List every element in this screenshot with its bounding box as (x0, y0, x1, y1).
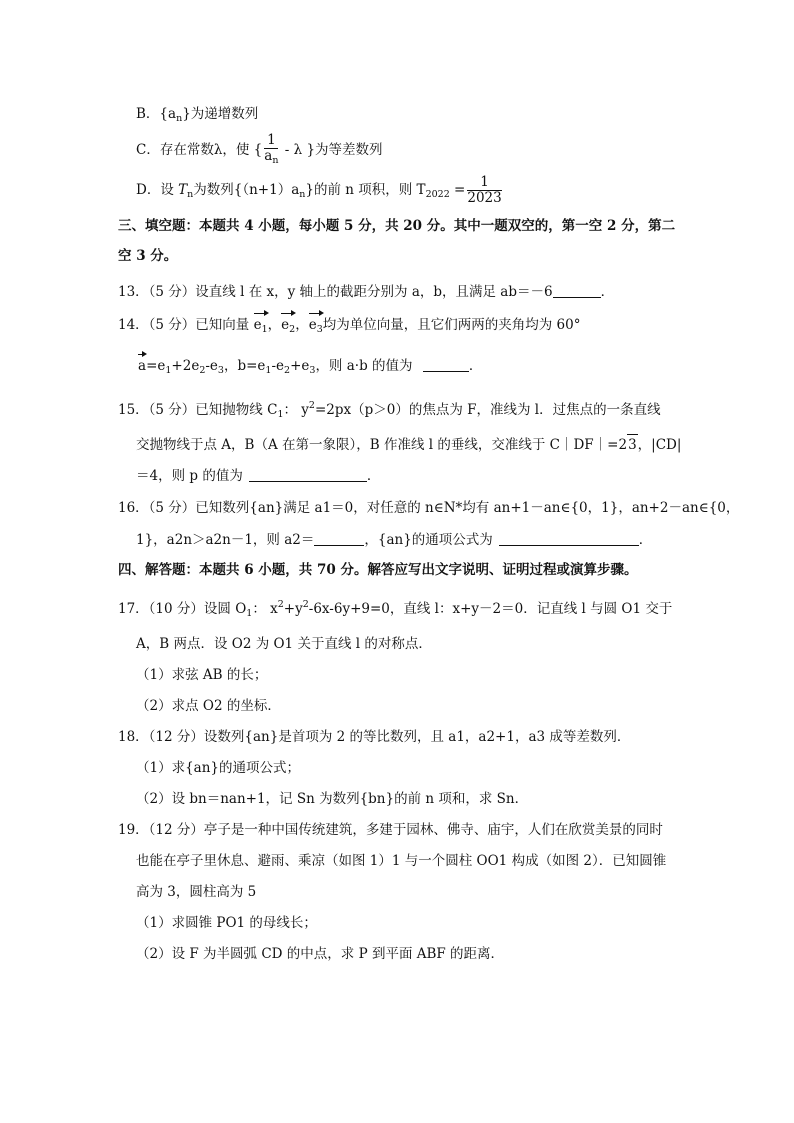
q13-answer-blank[interactable] (553, 283, 601, 298)
q14-line2-rest1: +2e (171, 358, 200, 374)
q16-answer-blank-a2[interactable] (314, 531, 364, 546)
option-d-label: D．设 (136, 182, 179, 198)
option-b (136, 104, 258, 129)
q14-vector-e2 (281, 315, 295, 340)
option-d-fraction (467, 175, 501, 206)
option-c-den (264, 149, 278, 168)
question-18-sub1: （1）求{an}的通项公式； (136, 760, 301, 776)
q14-line2-rest3: -e (271, 358, 285, 374)
q14-e1-sub: 1 (261, 324, 268, 335)
q14-part2: 均为单位向量，且它们两两的夹角均为 60° (322, 317, 581, 333)
q17-line1b: ： x (252, 601, 278, 617)
section3-heading-line1: 三、填空题：本题共 4 小题，每小题 5 分，共 20 分。其中一题双空的，第一空 2 分，第二 (118, 218, 676, 234)
q14-line2-sub3: 3 (217, 365, 224, 376)
question-19-sub1: （1）求圆锥 PO1 的母线长； (136, 915, 317, 931)
question-17-line1 (118, 595, 672, 624)
option-d-T2-sub: 2022 (425, 189, 450, 200)
option-c-den-a: a (264, 148, 273, 164)
q17-line1a: 17．（10 分）设圆 O (118, 601, 247, 617)
option-d-num: 1 (467, 175, 501, 191)
q15-sqrt-val: 3 (628, 437, 637, 453)
question-18-sub2: （2）设 bn＝nan+1，记 Sn 为数列{bn}的前 n 项和，求 Sn． (136, 791, 529, 807)
question-15-line2 (136, 434, 681, 455)
option-d-eq: = (449, 182, 466, 198)
q14-end: ． (468, 358, 483, 374)
question-15-line1 (118, 396, 661, 425)
option-c-num: 1 (264, 133, 278, 149)
q17-sup1: 2 (277, 599, 284, 610)
option-c-after: - λ }为等差数列 (280, 142, 383, 158)
q15-line1c: =2px（p＞0）的焦点为 F，准线为 l．过焦点的一条直线 (314, 402, 661, 418)
option-d-T: T (178, 182, 188, 198)
q14-vector-e1 (254, 315, 268, 340)
q17-line1-sub: 1 (246, 608, 253, 619)
q14-line2-sub6: 3 (309, 365, 316, 376)
option-d-T2: T (416, 182, 426, 198)
q16-end: ． (638, 532, 653, 548)
q17-sup2: 2 (302, 599, 309, 610)
option-d-mid: 为数列{（n+1）a (193, 182, 300, 198)
q14-line2-sub5: 2 (284, 365, 291, 376)
q15-line1-sub: 1 (277, 409, 284, 420)
q13-text: 13．（5 分）设直线 l 在 x，y 轴上的截距分别为 a，b，且满足 ab＝－6 (118, 284, 553, 300)
option-b-seq-end: } (182, 106, 191, 122)
question-17-sub2: （2）求点 O2 的坐标． (136, 698, 281, 714)
q14-answer-blank[interactable] (423, 357, 469, 372)
q14-e3: e (308, 317, 317, 333)
question-19-line1: 19．（12 分）亭子是一种中国传统建筑，多建于园林、佛寺、庙宇，人们在欣赏美景的同时 (118, 822, 663, 838)
q17-line1c: +y (283, 601, 303, 617)
q16-answer-blank-formula[interactable] (499, 531, 639, 546)
q15-answer-blank[interactable] (249, 467, 367, 482)
question-16-line2 (136, 530, 652, 550)
question-19-sub2: （2）设 F 为半圆弧 CD 的中点，求 P 到平面 ABF 的距离． (136, 946, 505, 962)
question-19-line2: 也能在亭子里休息、避雨、乘凉（如图 1）1 与一个圆柱 OO1 构成（如图 2）．已知圆锥 (136, 853, 667, 869)
q16-line2a: 1}，a2n＞a2n－1，则 a2＝ (136, 532, 315, 548)
option-c-label: C．存在常数λ，使 { (136, 142, 263, 158)
question-17-line2: A，B 两点．设 O2 为 O1 关于直线 l 的对称点． (136, 636, 432, 652)
q15-line2b: ，|CD| (637, 437, 682, 453)
option-b-text: 为递增数列 (190, 106, 259, 122)
question-17-sub1: （1）求弦 AB 的长； (136, 667, 268, 683)
question-14-line1 (118, 315, 580, 340)
q14-e1: e (253, 317, 262, 333)
q14-line2-sub4: 1 (265, 365, 272, 376)
q15-line1a: 15．（5 分）已知抛物线 C (118, 402, 278, 418)
q15-line2a: 交抛物线于点 A，B（A 在第一象限），B 作准线 l 的垂线，交准线于 C｜DF｜=2 (136, 437, 628, 453)
q14-sep1: ， (267, 317, 282, 333)
question-16-line1: 16．（5 分）已知数列{an}满足 a1＝0，对任意的 n∈N*均有 an+1－an∈{0，1}，an+2－an∈{0， (118, 500, 740, 516)
option-d-mid-sub: n (299, 189, 306, 200)
q14-line2-rest4: +e (290, 358, 310, 374)
option-c-fraction (264, 133, 278, 168)
option-d-mid2: }的前 n 项积，则 (305, 182, 417, 198)
option-d (136, 173, 504, 212)
question-13 (118, 282, 614, 302)
q15-sqrt (627, 434, 638, 455)
option-b-seq-sub: n (176, 113, 183, 124)
q14-line2-sub1: 1 (165, 365, 172, 376)
q14-line2-tail: ，则 a·b 的值为 (315, 358, 413, 374)
q15-line1-sup: 2 (308, 400, 315, 411)
q14-e2: e (281, 317, 290, 333)
q14-e3-sub: 3 (316, 324, 323, 335)
option-b-label: B． (136, 106, 160, 122)
q14-line2-rest2: -e (205, 358, 218, 374)
q14-vector-e3 (309, 315, 323, 340)
section3-heading-line2: 空 3 分。 (118, 248, 178, 264)
question-15-line3 (136, 466, 380, 486)
q15-line1b: ： y (283, 402, 309, 418)
q14-line2-b: ，b=e (223, 358, 266, 374)
option-c-den-sub: n (272, 155, 279, 166)
option-b-seq: {a (159, 106, 177, 122)
q16-line2b: ，{an}的通项公式为 (364, 532, 493, 548)
q14-line2-eq: =e (146, 358, 166, 374)
q15-end: ． (366, 468, 381, 484)
q14-line2-sub2: 2 (199, 365, 206, 376)
q17-line1d: -6x-6y+9=0，直线 l：x+y－2＝0．记直线 l 与圆 O1 交于 (308, 601, 673, 617)
q13-end: ． (600, 284, 615, 300)
section4-heading: 四、解答题：本题共 6 小题，共 70 分。解答应写出文字说明、证明过程或演算步骤。 (118, 562, 638, 578)
option-d-T-sub: n (187, 189, 194, 200)
question-18-line1: 18．（12 分）设数列{an}是首项为 2 的等比数列，且 a1，a2+1，a3 成等差数列． (118, 729, 631, 745)
q14-vector-a: a (138, 358, 147, 374)
q14-e2-sub: 2 (289, 324, 296, 335)
q15-line3a: ＝4，则 p 的值为 (136, 468, 243, 484)
option-d-den: 2023 (467, 190, 502, 206)
option-c (136, 133, 383, 168)
q14-sep2: ， (295, 317, 309, 333)
question-19-line3: 高为 3，圆柱高为 5 (136, 884, 257, 900)
q14-part1: 14．（5 分）已知向量 (118, 317, 254, 333)
question-14-line2 (138, 356, 482, 381)
